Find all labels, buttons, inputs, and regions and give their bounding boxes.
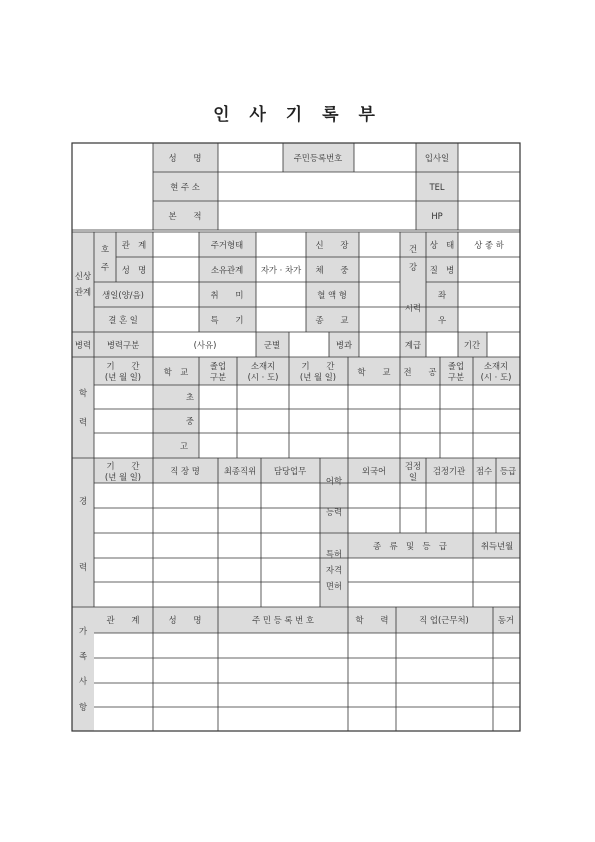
label-edu-location-1: 소재지 xyxy=(250,361,276,371)
page-title: 인 사 기 록 부 xyxy=(213,105,382,125)
label-disease: 질 병 xyxy=(429,265,455,275)
label-join-date: 입사일 xyxy=(424,153,450,163)
label-military-rank: 계급 xyxy=(404,340,422,350)
label-agency: 검정기관 xyxy=(432,466,466,476)
value-state: 상 좋 하 xyxy=(474,240,504,250)
label-career-period-1: 기 간 xyxy=(106,461,140,471)
section-family-2: 족 xyxy=(78,651,88,661)
label-family-relation: 관 계 xyxy=(106,615,140,625)
label-right: 우 xyxy=(437,315,447,325)
section-personal-1: 신상 xyxy=(74,271,92,281)
label-name: 성 명 xyxy=(168,153,202,163)
label-state: 상 태 xyxy=(429,240,455,250)
label-edu-school2: 학 교 xyxy=(357,367,391,377)
label-hp: HP xyxy=(431,211,443,221)
label-hoju-name: 성 명 xyxy=(121,265,147,275)
label-housing: 주거형태 xyxy=(210,240,244,250)
label-license-3: 면허 xyxy=(325,581,343,591)
label-military-branch: 군별 xyxy=(263,340,281,350)
label-edu-middle: 중 xyxy=(185,416,194,426)
label-rrn: 주민등록번호 xyxy=(293,153,343,163)
section-career-2: 력 xyxy=(78,562,88,572)
label-wedding: 결 혼 일 xyxy=(108,315,138,325)
label-license-1: 특허 xyxy=(325,549,343,559)
label-height: 신 장 xyxy=(315,240,349,250)
label-edu-location-2: (시 · 도) xyxy=(247,372,279,382)
label-edu-elementary: 초 xyxy=(185,392,194,402)
section-military: 병력 xyxy=(74,340,92,350)
label-address: 현 주 소 xyxy=(170,182,200,192)
label-hoju-1: 호 xyxy=(100,244,110,254)
label-origin: 본 적 xyxy=(168,211,202,221)
label-edu-grad-1: 졸업 xyxy=(209,361,227,371)
label-test-1: 검정 xyxy=(404,461,422,471)
label-edu-location2-2: (시 · 도) xyxy=(480,372,512,382)
label-weight: 체 중 xyxy=(315,265,349,275)
label-family-job: 직 업(근무처) xyxy=(419,615,469,625)
label-edu-period2-1: 기 간 xyxy=(301,361,335,371)
label-ownership: 소유관계 xyxy=(210,265,244,275)
label-edu-grad-2: 구분 xyxy=(209,372,227,382)
label-health-2: 강 xyxy=(408,262,418,272)
grid-lines xyxy=(72,143,520,731)
label-edu-location2-1: 소재지 xyxy=(483,361,509,371)
label-license-2: 자격 xyxy=(325,565,343,575)
label-military-category: 병력구분 xyxy=(106,340,140,350)
section-family-4: 항 xyxy=(78,702,88,712)
label-health-1: 건 xyxy=(408,244,418,254)
value-ownership: 자가 · 차가 xyxy=(260,265,302,275)
label-family-rrn: 주 민 등 록 번 호 xyxy=(252,615,314,625)
label-religion: 종 교 xyxy=(315,315,349,325)
section-education-1: 학 xyxy=(78,388,88,398)
label-edu-major: 전 공 xyxy=(403,367,437,377)
shaded-cells xyxy=(72,143,520,731)
label-score: 점수 xyxy=(475,466,493,476)
section-family-1: 가 xyxy=(78,626,88,636)
label-eyesight: 시력 xyxy=(404,303,422,313)
section-education-2: 력 xyxy=(78,417,88,427)
label-language-1: 어학 xyxy=(325,476,343,486)
section-personal-2: 관계 xyxy=(74,287,92,297)
label-skill: 특 기 xyxy=(210,315,244,325)
section-family-3: 사 xyxy=(78,676,88,686)
label-grade: 등급 xyxy=(499,466,517,476)
label-hobby: 취 미 xyxy=(210,290,244,300)
label-military-branch-type: 병과 xyxy=(335,340,353,350)
section-career-1: 경 xyxy=(78,496,88,506)
label-career-duty: 담당업무 xyxy=(273,466,307,476)
label-career-position: 최종직위 xyxy=(223,466,257,476)
label-career-workplace: 직 장 명 xyxy=(170,466,200,476)
label-left: 좌 xyxy=(437,290,447,300)
label-foreign: 외국어 xyxy=(361,466,387,476)
label-family-education: 학 력 xyxy=(355,615,389,625)
label-edu-period2-2: (년 월 일) xyxy=(299,372,337,382)
label-military-period: 기간 xyxy=(463,340,481,350)
label-edu-high: 고 xyxy=(179,441,188,451)
label-language-2: 능력 xyxy=(325,507,343,517)
label-edu-period-2: (년 월 일) xyxy=(104,372,142,382)
label-career-period-2: (년 월 일) xyxy=(104,472,142,482)
label-edu-grad2-2: 구분 xyxy=(447,372,465,382)
label-license-type: 종 류 및 등 급 xyxy=(373,541,447,551)
label-edu-period-1: 기 간 xyxy=(106,361,140,371)
label-family-living: 동거 xyxy=(497,615,515,625)
label-tel: TEL xyxy=(429,182,445,192)
label-edu-grad2-1: 졸업 xyxy=(447,361,465,371)
label-blood: 혈 액 형 xyxy=(317,290,347,300)
label-acquired: 취득년월 xyxy=(480,541,514,551)
label-test-2: 일 xyxy=(408,472,418,482)
label-hoju-2: 주 xyxy=(100,262,110,272)
label-military-reason: (사유) xyxy=(193,340,217,350)
label-family-name: 성 명 xyxy=(168,615,202,625)
label-edu-school: 학 교 xyxy=(163,367,189,377)
label-relation: 관 계 xyxy=(121,240,147,250)
label-birthday: 생일(양/음) xyxy=(102,290,144,300)
